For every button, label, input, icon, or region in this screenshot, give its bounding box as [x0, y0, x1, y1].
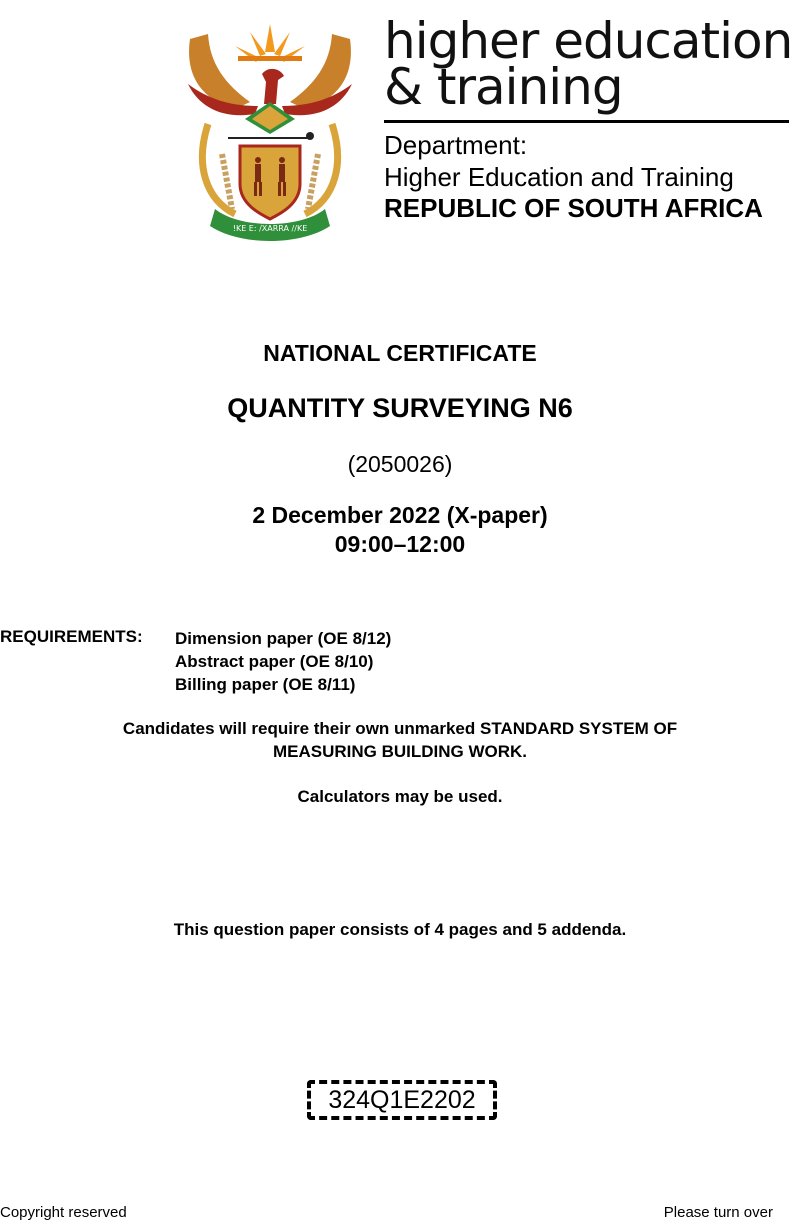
requirement-item: Abstract paper (OE 8/10) [175, 652, 374, 671]
coat-of-arms-logo [180, 14, 360, 246]
requirements-label: REQUIREMENTS: [0, 627, 143, 646]
svg-text:!KE E: /XARRA //KE: !KE E: /XARRA //KE [232, 224, 308, 233]
requirement-item: Dimension paper (OE 8/12) [175, 629, 392, 648]
candidates-line2: MEASURING BUILDING WORK. [272, 742, 528, 761]
brand-title-line2: & training [384, 58, 623, 116]
exam-time: 09:00–12:00 [334, 531, 466, 557]
department-label: Department: [384, 130, 528, 160]
brand-divider [384, 120, 789, 123]
brand-title-line1: higher education [384, 12, 793, 70]
subject-code: (2050026) [347, 451, 453, 477]
exam-date: 2 December 2022 (X-paper) [252, 502, 548, 528]
department-branding [384, 10, 800, 230]
calculators-note: Calculators may be used. [297, 787, 503, 806]
requirements-list [175, 627, 391, 696]
paper-code-box [307, 1080, 497, 1120]
paper-code: 324Q1E2202 [328, 1085, 476, 1114]
certificate-title: NATIONAL CERTIFICATE [263, 340, 537, 366]
candidates-instruction [0, 717, 800, 763]
candidates-line1: Candidates will require their own unmarked STANDARD SYSTEM OF [122, 719, 678, 738]
department-name: Higher Education and Training [384, 162, 734, 192]
page-count-note: This question paper consists of 4 pages and 5 addenda. [173, 920, 627, 939]
footer-turn-over: Please turn over [663, 1204, 773, 1221]
south-africa-coat-of-arms-icon [180, 14, 360, 246]
subject-title: QUANTITY SURVEYING N6 [227, 393, 573, 423]
footer-copyright: Copyright reserved [0, 1204, 127, 1221]
country-name: REPUBLIC OF SOUTH AFRICA [384, 193, 763, 223]
requirement-item: Billing paper (OE 8/11) [175, 675, 356, 694]
